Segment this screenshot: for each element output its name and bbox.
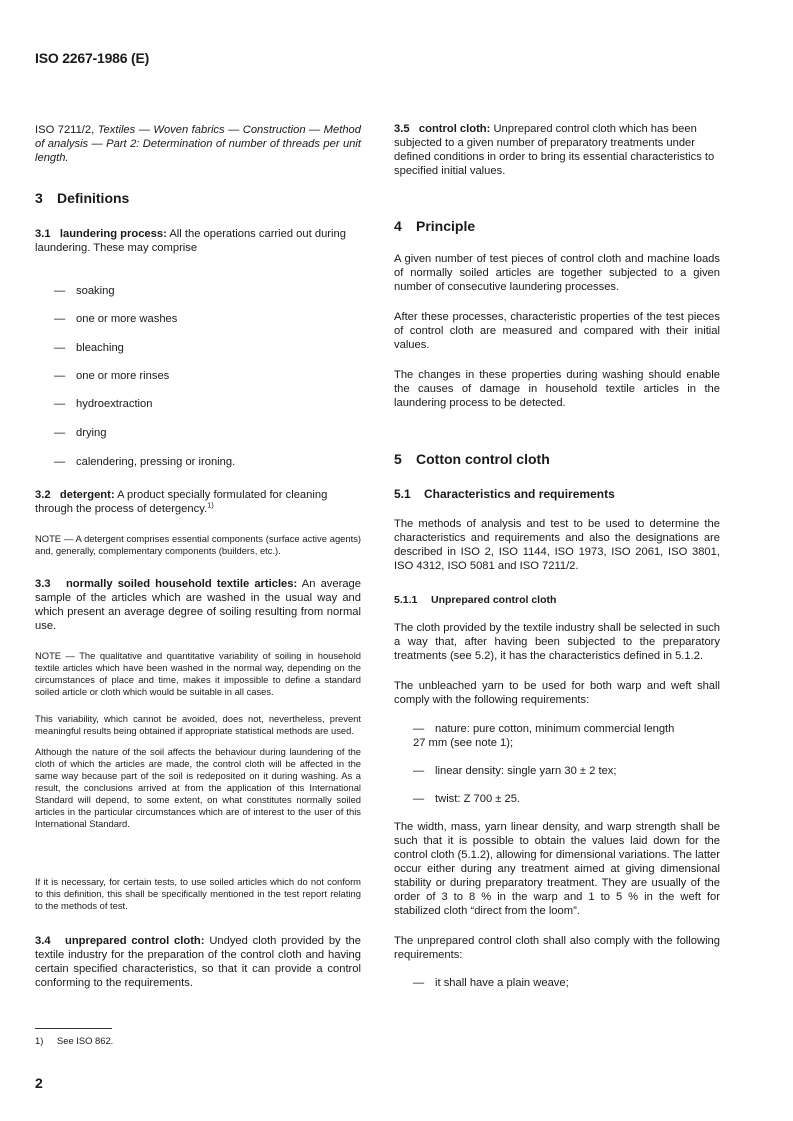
clause-text: A product specially formulated for cleaning through the process of detergency. <box>35 489 328 515</box>
list-item: — it shall have a plain weave; <box>413 977 569 989</box>
list-item: — twist: Z 700 ± 25. <box>413 793 521 805</box>
note-3-3-continued: Although the nature of the soil affects the behaviour during laundering of the cloth of which the articles are made, the control cloth will be affected in the same way because part of the soil is redeposited on it during washing. As a result, the conclusions arrived at from the application of this International Standard will depend, to some extent, on what constitutes normally soiled articles in the particular circumstances which are of interest to the user of this International Standard. <box>35 746 361 829</box>
note-3-2: NOTE — A detergent comprises essential components (surface active agents) and, generally, complementary components (builders, etc.). <box>35 533 361 556</box>
clause-term: unprepared control cloth: <box>64 935 205 947</box>
paragraph: The unbleached yarn to be used for both warp and weft shall comply with the following requirements: <box>394 680 720 706</box>
paragraph: After these processes, characteristic properties of the test pieces of control cloth are measured and compared with their initial values. <box>394 311 720 351</box>
section-number: 5 <box>394 451 402 467</box>
clause-term: detergent: <box>59 489 115 501</box>
paragraph: The cloth provided by the textile industry shall be selected in such a way that, after having been subjected to the preparatory treatments (see 5.2), it has the characteristics defined in 5.1.2. <box>394 622 720 662</box>
list-item: — drying <box>54 427 107 439</box>
note-3-3-continued: If it is necessary, for certain tests, to use soiled articles which do not conform to this definition, this shall be specifically mentioned in the test report relating to the methods of test. <box>35 876 361 911</box>
section-title: Cotton control cloth <box>416 451 550 467</box>
clause-3-2 <box>35 488 361 516</box>
clause-text: Undyed cloth provided by the textile industry for the preparation of the control cloth and having certain specified characteristics, so that it can provide a control conforming to the requirements. <box>35 935 362 989</box>
list-item: — one or more washes <box>54 313 178 325</box>
paragraph: The unprepared control cloth shall also comply with the following requirements: <box>394 935 720 961</box>
clause-5-1-1-heading <box>394 593 720 607</box>
clause-3-4 <box>35 934 361 990</box>
section-title: Definitions <box>57 190 130 206</box>
list-item: — soaking <box>54 285 115 297</box>
clause-term: laundering process: <box>59 228 167 240</box>
clause-number: 3.1 <box>35 228 51 240</box>
list-item: — calendering, pressing or ironing. <box>54 456 236 468</box>
list-item: — hydroextraction <box>54 398 153 410</box>
section-number: 3 <box>35 190 43 206</box>
page-number: 2 <box>35 1075 43 1091</box>
section-title: Principle <box>416 218 476 234</box>
clause-3-1 <box>35 227 361 255</box>
clause-5-1-heading <box>394 487 720 501</box>
clause-3-5 <box>394 122 720 178</box>
footnote-mark: 1) <box>35 1035 44 1046</box>
clause-number: 3.4 <box>35 935 51 947</box>
normative-reference <box>35 123 361 165</box>
list-item: — linear density: single yarn 30 ± 2 tex; <box>413 765 617 777</box>
footnote-text: See ISO 862. <box>57 1035 114 1046</box>
reference-title: Textiles — Woven fabrics — Construction — Method of analysis — Part 2: Determination of number of threads per unit length. <box>35 124 361 164</box>
list-item: — one or more rinses <box>54 370 170 382</box>
footnote-reference: 1) <box>207 500 214 510</box>
clause-number: 3.2 <box>35 489 51 501</box>
footnote <box>35 1035 113 1046</box>
clause-number: 3.3 <box>35 578 51 590</box>
paragraph: The methods of analysis and test to be used to determine the characteristics and requirements and also the designations are described in ISO 2, ISO 1144, ISO 1973, ISO 2061, ISO 3801, ISO 4312, ISO 5081 and ISO 7211/2. <box>394 518 720 572</box>
note-3-3-continued: This variability, which cannot be avoided, does not, nevertheless, prevent meaningful results being obtained if appropriate statistical methods are used. <box>35 713 361 736</box>
reference-number: ISO 7211/2, <box>35 124 95 136</box>
paragraph: A given number of test pieces of control cloth and machine loads of normally soiled articles are together subjected to a given number of consecutive laundering processes. <box>394 253 720 293</box>
clause-title: Characteristics and requirements <box>424 487 615 501</box>
clause-text: All the operations carried out during laundering. These may comprise <box>35 228 346 254</box>
clause-title: Unprepared control cloth <box>431 594 557 606</box>
section-3-heading <box>35 191 361 205</box>
list-item: — nature: pure cotton, minimum commercial length 27 mm (see note 1); <box>413 723 675 749</box>
clause-number: 5.1.1 <box>394 594 418 606</box>
clause-text: Unprepared control cloth which has been subjected to a given number of preparatory treatments under defined conditions in order to bring its essential characteristics to specified initial values. <box>394 123 715 177</box>
section-number: 4 <box>394 218 402 234</box>
clause-term: normally soiled household textile articles: <box>65 578 298 590</box>
clause-3-3 <box>35 577 361 633</box>
document-code: ISO 2267-1986 (E) <box>35 50 150 66</box>
paragraph: The width, mass, yarn linear density, and warp strength shall be such that it is possible to obtain the values laid down for the control cloth (5.1.2), allowing for dimensional variations. The latter occur either during any treatment aimed at giving dimensional stability or during preparatory treatment. They are usually of the order of 3 to 8 % in the warp and 1 to 5 % in the weft for stabilized cloth “direct from the loom”. <box>394 821 720 917</box>
clause-number: 3.5 <box>394 123 410 135</box>
section-5-heading <box>394 452 720 466</box>
clause-text: An average sample of the articles which are washed in the usual way and which present an average degree of soiling resulting from normal use. <box>35 578 361 632</box>
note-3-3: NOTE — The qualitative and quantitative variability of soiling in household textile articles which have been washed in the normal way, depending on the circumstances of place and time, makes it impossible to define a standard soiled article or cloth which would be suitable in all cases. <box>35 650 361 697</box>
section-4-heading <box>394 219 720 233</box>
footnote-separator <box>35 1028 112 1029</box>
clause-number: 5.1 <box>394 487 411 501</box>
paragraph: The changes in these properties during washing should enable the causes of damage in household textile articles in the laundering process to be detected. <box>394 369 720 409</box>
clause-term: control cloth: <box>418 123 491 135</box>
list-item: — bleaching <box>54 342 124 354</box>
